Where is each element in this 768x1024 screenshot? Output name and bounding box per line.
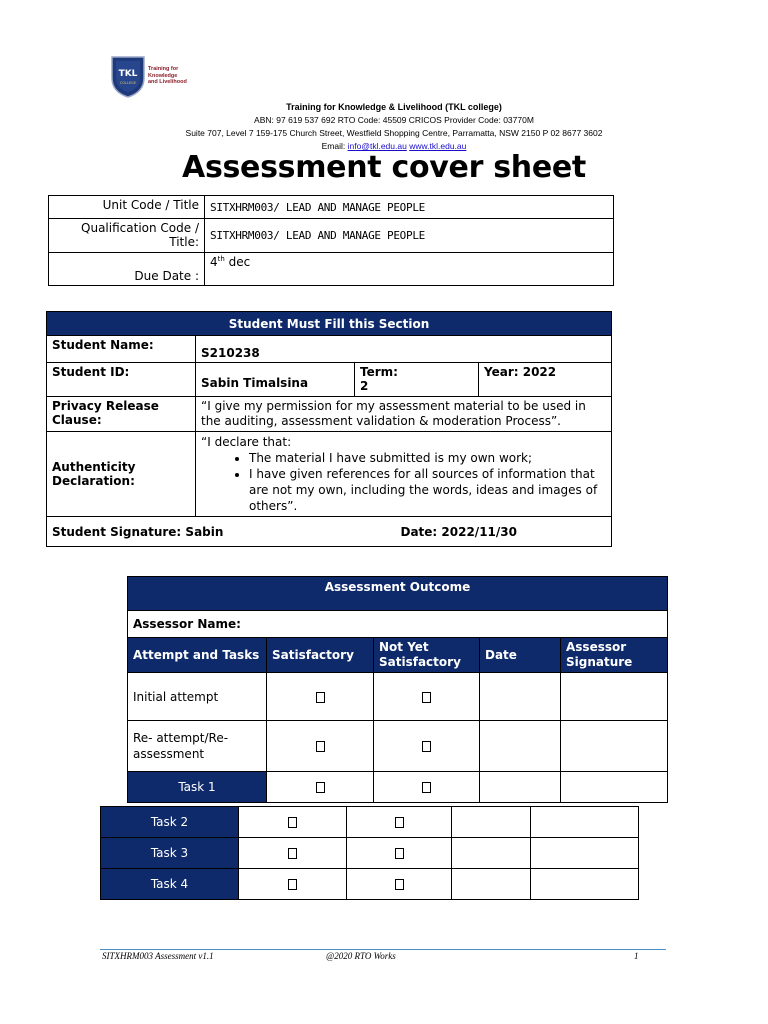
footer-divider (100, 949, 666, 950)
email-link[interactable]: info@tkl.edu.au (347, 141, 407, 151)
student-section-table (46, 311, 612, 547)
org-header (120, 101, 668, 153)
assessor-signature-cell[interactable] (531, 838, 639, 869)
svg-text:TKL: TKL (118, 69, 138, 79)
satisfactory-checkbox[interactable] (239, 869, 347, 900)
footer-copyright: @2020 RTO Works (326, 951, 396, 961)
qualification-value: SITXHRM003/ LEAD AND MANAGE PEOPLE (205, 219, 614, 253)
date-cell[interactable] (452, 869, 531, 900)
table-row (128, 673, 668, 721)
col-satisfactory: Satisfactory (267, 638, 374, 673)
task-table (100, 806, 639, 900)
page-title: Assessment cover sheet (182, 150, 586, 185)
outcome-heading: Assessment Outcome (128, 577, 668, 611)
table-row (101, 838, 639, 869)
task-label: Task 4 (101, 869, 239, 900)
not-yet-satisfactory-checkbox[interactable] (347, 869, 452, 900)
student-name-label: Student Name: (47, 336, 196, 363)
footer-doc-code: SITXHRM003 Assessment v1.1 (102, 951, 214, 961)
not-yet-satisfactory-checkbox[interactable] (347, 838, 452, 869)
table-row (101, 807, 639, 838)
assessor-signature-cell[interactable] (561, 772, 668, 803)
student-name-value: S210238 (196, 336, 612, 363)
table-row (101, 869, 639, 900)
date-cell[interactable] (480, 673, 561, 721)
svg-text:COLLEGE: COLLEGE (119, 81, 137, 85)
contact-line: Email: info@tkl.edu.au www.tkl.edu.au (321, 141, 467, 151)
signature-value: Sabin (185, 524, 224, 539)
privacy-text: “I give my permission for my assessment material to be used in the auditing, assessment validation & moderation Process”. (196, 397, 612, 432)
col-not-yet-satisfactory: Not Yet Satisfactory (374, 638, 480, 673)
col-date: Date (480, 638, 561, 673)
org-name: Training for Knowledge & Livelihood (TKL college) (286, 102, 502, 112)
logo-tagline: Training for Knowledge and Livelihood (148, 66, 187, 85)
row-label: Initial attempt (128, 673, 267, 721)
authenticity-text: “I declare that: • The material I have submitted is my own work; • I have given references for all sources of information that are not my own, including the words, ideas and images of others”. (196, 432, 612, 517)
date-value: Date: 2022/11/30 (400, 524, 517, 539)
due-date-label: Due Date : (49, 253, 205, 286)
date-cell[interactable] (480, 772, 561, 803)
privacy-label: Privacy Release Clause: (47, 397, 196, 432)
signature-label: Student Signature: (52, 524, 182, 539)
satisfactory-checkbox[interactable] (267, 673, 374, 721)
date-cell[interactable] (452, 838, 531, 869)
declaration-item: • The material I have submitted is my own work; (249, 450, 606, 466)
table-row (128, 721, 668, 772)
satisfactory-checkbox[interactable] (239, 807, 347, 838)
student-section-heading: Student Must Fill this Section (47, 312, 612, 336)
not-yet-satisfactory-checkbox[interactable] (347, 807, 452, 838)
date-cell[interactable] (480, 721, 561, 772)
not-yet-satisfactory-checkbox[interactable] (374, 673, 480, 721)
not-yet-satisfactory-checkbox[interactable] (374, 721, 480, 772)
address-line: Suite 707, Level 7 159-175 Church Street, Westfield Shopping Centre, Parramatta, NSW 2150 P 02 8677 3602 (185, 128, 603, 138)
date-cell[interactable] (452, 807, 531, 838)
satisfactory-checkbox[interactable] (267, 721, 374, 772)
unit-code-value: SITXHRM003/ LEAD AND MANAGE PEOPLE (205, 196, 614, 219)
signature-row (47, 517, 612, 547)
shield-icon (110, 54, 146, 98)
unit-table (48, 195, 614, 286)
col-attempt: Attempt and Tasks (128, 638, 267, 673)
assessor-name-label: Assessor Name: (128, 611, 668, 638)
term-cell: Term: 2 (355, 363, 479, 397)
satisfactory-checkbox[interactable] (239, 838, 347, 869)
task-label: Task 1 (128, 772, 267, 803)
not-yet-satisfactory-checkbox[interactable] (374, 772, 480, 803)
year-cell: Year: 2022 (479, 363, 612, 397)
assessor-signature-cell[interactable] (561, 673, 668, 721)
assessor-signature-cell[interactable] (561, 721, 668, 772)
satisfactory-checkbox[interactable] (267, 772, 374, 803)
website-link[interactable]: www.tkl.edu.au (409, 141, 467, 151)
declaration-item: • I have given references for all sources of information that are not my own, including the words, ideas and images of others”. (249, 466, 606, 514)
college-logo (110, 54, 190, 100)
assessment-outcome-table (127, 576, 668, 803)
col-assessor-signature: Assessor Signature (561, 638, 668, 673)
abn-line: ABN: 97 619 537 692 RTO Code: 45509 CRICOS Provider Code: 03770M (254, 115, 534, 125)
authenticity-label: Authenticity Declaration: (47, 432, 196, 517)
unit-code-label: Unit Code / Title (49, 196, 205, 219)
assessor-signature-cell[interactable] (531, 869, 639, 900)
task-label: Task 2 (101, 807, 239, 838)
assessor-signature-cell[interactable] (531, 807, 639, 838)
qualification-label: Qualification Code / Title: (49, 219, 205, 253)
student-id-label: Student ID: (47, 363, 196, 397)
due-date-value: 4th dec (205, 253, 614, 286)
task-label: Task 3 (101, 838, 239, 869)
student-id-value: Sabin Timalsina (196, 363, 355, 397)
table-row (128, 772, 668, 803)
footer-page-number: 1 (634, 951, 639, 961)
row-label: Re- attempt/Re- assessment (128, 721, 267, 772)
